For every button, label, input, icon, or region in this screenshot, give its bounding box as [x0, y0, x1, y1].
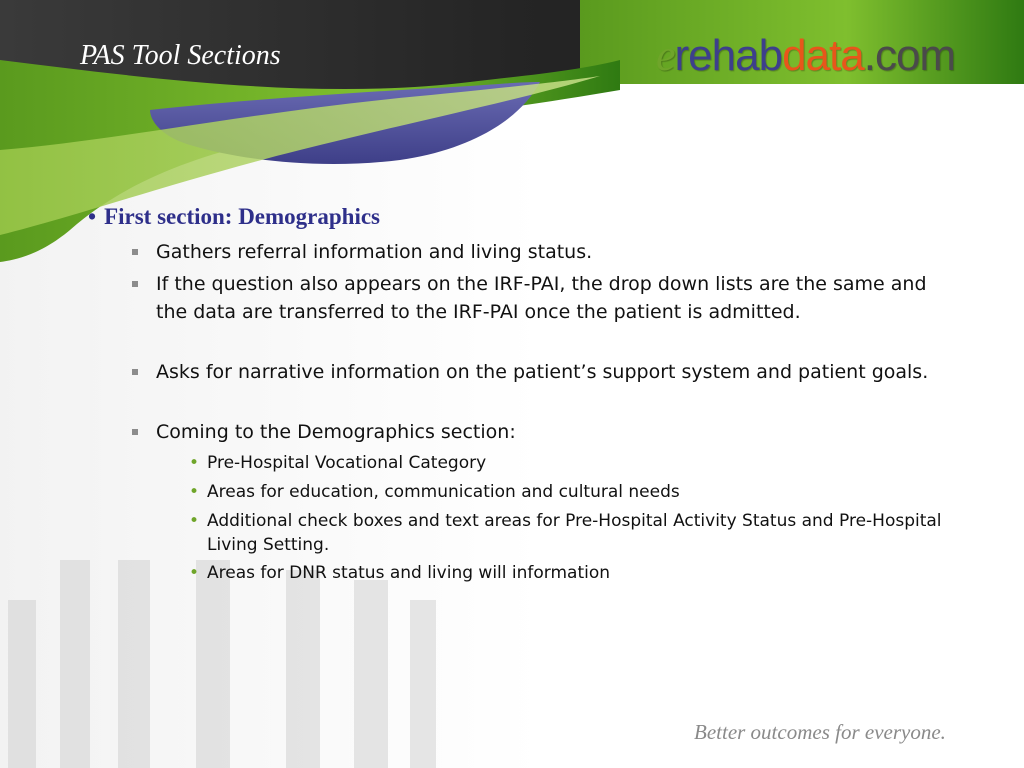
bullet-item [156, 270, 946, 326]
logo-com: .com [863, 31, 956, 80]
sub-bullet-item [189, 451, 967, 475]
tagline: Better outcomes for everyone. [694, 720, 946, 744]
square-bullet-icon [132, 249, 138, 255]
green-dot-bullet-icon: • [189, 453, 200, 473]
bullet-text: Asks for narrative information on the patient’s support system and patient goals. [156, 361, 929, 383]
sub-bullet-text: Areas for DNR status and living will information [207, 563, 611, 583]
bullet-text: If the question also appears on the IRF-PAI, the drop down lists are the same and the data are transferred to the IRF-PAI once the patient is admitted. [156, 273, 927, 323]
square-bullet-icon [132, 281, 138, 287]
logo-rehab: rehab [674, 31, 783, 80]
green-dot-bullet-icon: • [189, 482, 200, 502]
logo-e: e [656, 31, 675, 80]
square-bullet-icon [132, 429, 138, 435]
sub-bullet-item [189, 561, 967, 585]
sub-bullet-item [189, 480, 967, 504]
sub-bullet-text: Areas for education, communication and cultural needs [207, 482, 680, 502]
section-heading-text: First section: Demographics [104, 204, 381, 229]
bullet-text: Coming to the Demographics section: [156, 421, 516, 443]
bullet-item [156, 238, 946, 266]
slide-title: PAS Tool Sections [80, 40, 281, 71]
logo-data: data [782, 31, 864, 80]
section-heading [88, 204, 380, 230]
sub-bullet-text: Additional check boxes and text areas for Pre-Hospital Activity Status and Pre-Hospital Living Setting. [207, 511, 942, 555]
green-dot-bullet-icon: • [189, 511, 200, 531]
bullet-item [156, 358, 946, 386]
bullet-item [156, 418, 946, 446]
sub-bullet-text: Pre-Hospital Vocational Category [207, 453, 487, 473]
green-dot-bullet-icon: • [189, 563, 200, 583]
bullet-text: Gathers referral information and living status. [156, 241, 593, 263]
heading-bullet: • [88, 204, 97, 229]
square-bullet-icon [132, 369, 138, 375]
sub-bullet-item [189, 509, 967, 557]
